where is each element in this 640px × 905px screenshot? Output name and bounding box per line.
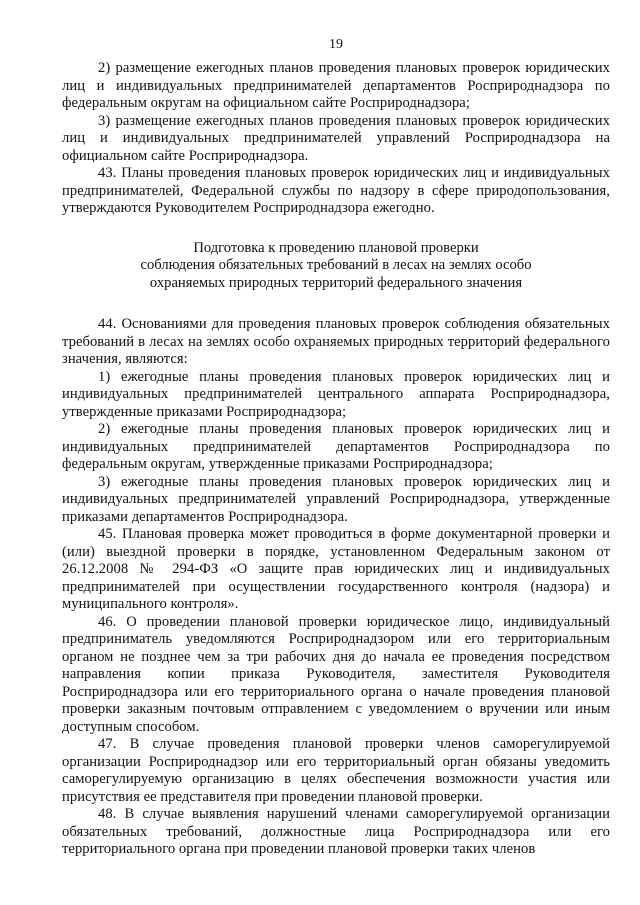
paragraph-45: 45. Плановая проверка может проводиться в форме документарной проверки и (или) выездной проверки в порядке, установленном Федеральным законом от 26.12.2008 № 294-ФЗ «О защите прав юридических лиц и индивидуальных предпринимателей при осуществлении государственного контроля (надзора) и муниципального контроля».	[62, 526, 610, 612]
paragraph-44: 44. Основаниями для проведения плановых проверок соблюдения обязательных требований в лесах на землях особо охраняемых природных территорий федерального значения, являются:	[62, 316, 610, 367]
paragraph-item-3-placement: 3) размещение ежегодных планов проведения плановых проверок юридических лиц и индивидуальных предпринимателей управлений Росприроднадзора на официальном сайте Росприроднадзора.	[62, 112, 610, 164]
paragraph-43: 43. Планы проведения плановых проверок юридических лиц и индивидуальных предпринимателей, Федеральной службы по надзору в сфере природопользования, утверждаются Руководителем Росприроднадзора ежегодно.	[62, 165, 610, 216]
section-heading-line: Подготовка к проведению плановой проверки	[193, 239, 479, 256]
paragraph-item-2-placement: 2) размещение ежегодных планов проведения плановых проверок юридических лиц и индивидуальных предпринимателей департаментов Росприроднадзора по федеральным округам на официальном сайте Росприроднадзора;	[62, 60, 610, 111]
section-heading-line: соблюдения обязательных требований в лесах на землях особо	[140, 257, 532, 273]
paragraph-47: 47. В случае проведения плановой проверки членов саморегулируемой организации Росприроднадзор или его территориальный орган обязаны уведомить саморегулируемую организацию в целях обеспечения возможности участия или присутствия ее представителя при проведении плановой проверки.	[62, 736, 610, 805]
paragraph-46: 46. О проведении плановой проверки юридическое лицо, индивидуальный предприниматель уведомляются Росприроднадзором или его территориальным органом не позднее чем за три рабочих дня до начала ее проведения посредством направления копии приказа Руководителя, заместителя Руководителя Росприроднадзора или его территориального органа о начале проведения плановой проверки заказным почтовым отправлением с уведомлением о вручении или иным доступным способом.	[62, 613, 610, 735]
paragraph-44-item-1: 1) ежегодные планы проведения плановых проверок юридических лиц и индивидуальных предпринимателей центрального аппарата Росприроднадзора, утвержденные приказами Росприроднадзора;	[62, 368, 610, 420]
page-number: 19	[329, 37, 343, 52]
section-heading	[62, 240, 610, 293]
section-heading-line: охраняемых природных территорий федерального значения	[149, 274, 523, 291]
paragraph-44-item-3: 3) ежегодные планы проведения плановых проверок юридических лиц и индивидуальных предпринимателей управлений Росприроднадзора, утвержденные приказами департаментов Росприроднадзора.	[62, 473, 610, 525]
paragraph-48: 48. В случае выявления нарушений членами саморегулируемой организации обязательных требований, должностные лица Росприроднадзора или его территориального органа при проведении плановой проверки таких членов	[62, 806, 610, 857]
paragraph-44-item-2: 2) ежегодные планы проведения плановых проверок юридических лиц и индивидуальных предпринимателей департаментов Росприроднадзора по федеральным округам, утвержденные приказами Росприроднадзора;	[62, 421, 610, 472]
